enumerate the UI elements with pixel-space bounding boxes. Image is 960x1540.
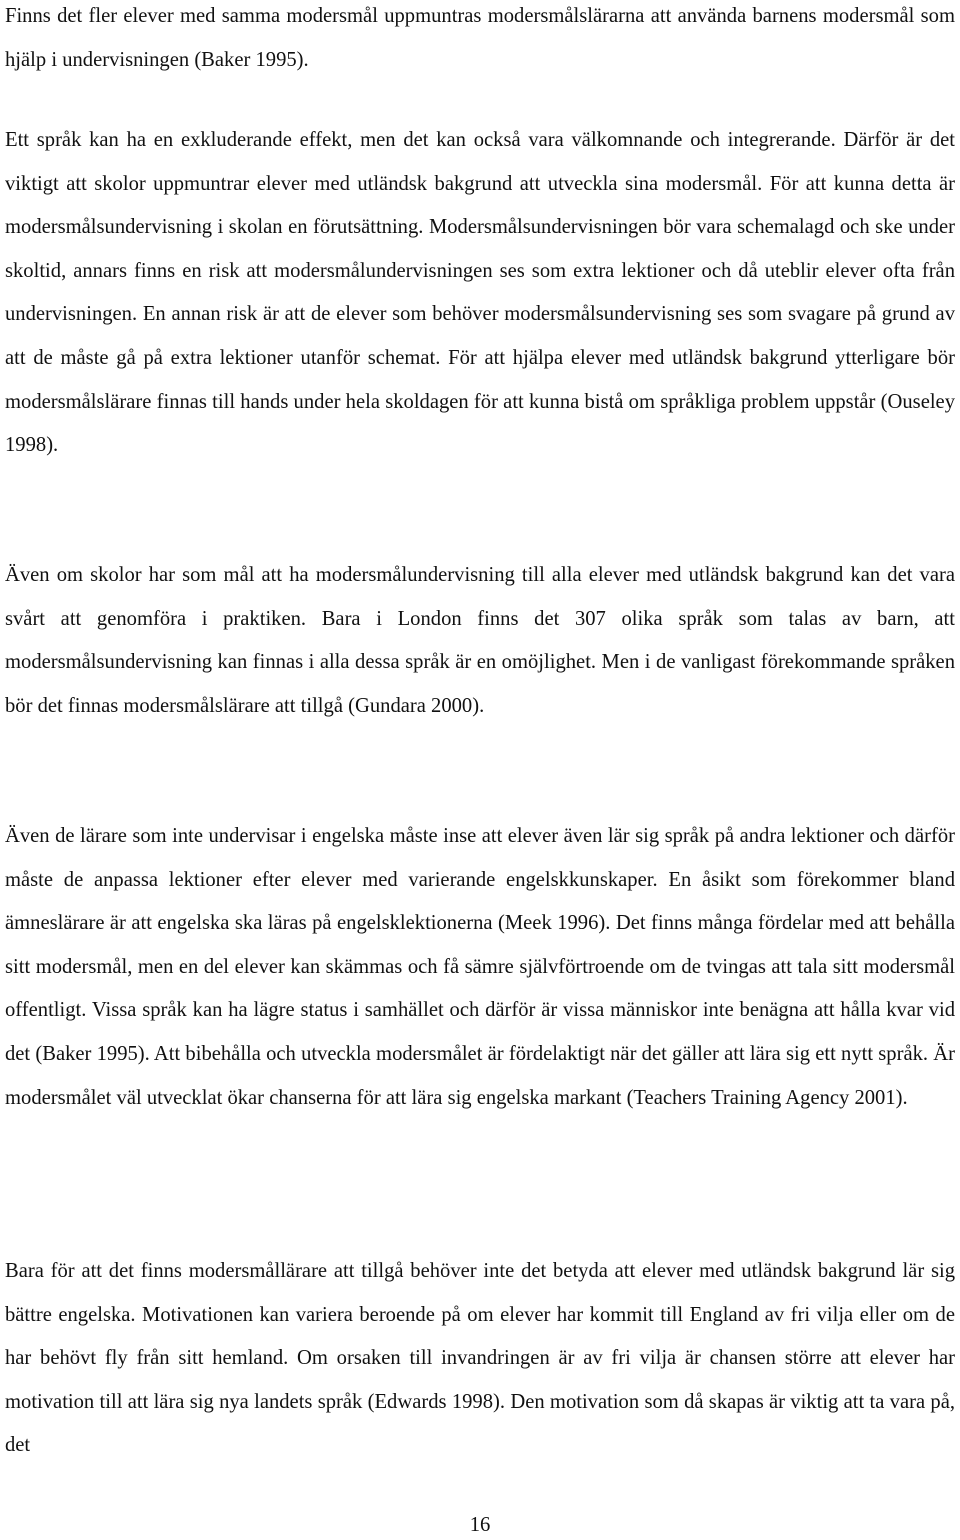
paragraph-3: Även om skolor har som mål att ha modersmålundervisning till alla elever med utländsk bakgrund kan det vara svårt att genomföra i praktiken. Bara i London finns det 307 olika språk som talas av barn, att modersmålsundervisning kan finnas i alla dessa språk är en omöjlighet. Men i de vanligast förekommande språken bör det finnas modersmålslärare att tillgå (Gundara 2000). bbox=[5, 564, 955, 717]
paragraph-4: Även de lärare som inte undervisar i engelska måste inse att elever även lär sig språk på andra lektioner och därför måste de anpassa lektioner efter elever med varierande engelskkunskaper. En åsikt som förekommer bland ämneslärare är att engelska ska läras på engelsklektionerna (Meek 1996). Det finns många fördelar med att behålla sitt modersmål, men en del elever kan skämmas och få sämre självförtroende om de tvingas att tala sitt modersmål offentligt. Vissa språk kan ha lägre status i samhället och därför är vissa människor inte benägna att hålla kvar vid det (Baker 1995). Att bibehålla och utveckla modersmålet är fördelaktigt när det gäller att lära sig ett nytt språk. Är modersmålet väl utvecklat ökar chanserna för att lära sig engelska markant (Teachers Training Agency 2001). bbox=[5, 825, 955, 1109]
document-page bbox=[5, 0, 955, 1537]
paragraph-2: Ett språk kan ha en exkluderande effekt, men det kan också vara välkomnande och integrerande. Därför är det viktigt att skolor uppmuntrar elever med utländsk bakgrund att utveckla sina modersmål. För att kunna detta är modersmålsundervisning i skolan en förutsättning. Modersmålsundervisningen bör vara schemalagd och ske under skoltid, annars finns en risk att modersmålundervisningen ses som extra lektioner och då uteblir elever ofta från undervisningen. En annan risk är att de elever som behöver modersmålsundervisning ses som svagare på grund av att de måste gå på extra lektioner utanför schemat. För att hjälpa elever med utländsk bakgrund ytterligare bör modersmålslärare finnas till hands under hela skoldagen för att kunna bistå om språkliga problem uppstår (Ouseley 1998). bbox=[5, 129, 955, 457]
paragraph-1: Finns det fler elever med samma modersmål uppmuntras modersmålslärarna att använda barnens modersmål som hjälp i undervisningen (Baker 1995). bbox=[5, 5, 955, 71]
paragraph-5: Bara för att det finns modersmållärare att tillgå behöver inte det betyda att elever med utländsk bakgrund lär sig bättre engelska. Motivationen kan variera beroende på om elever har kommit till England av fri vilja eller om de har behövt fly från sitt hemland. Om orsaken till invandringen är av fri vilja är chansen större att elever har motivation till att lära sig nya landets språk (Edwards 1998). Den motivation som då skapas är viktig att ta vara på, det bbox=[5, 1260, 955, 1457]
page-number: 16 bbox=[469, 1514, 491, 1536]
